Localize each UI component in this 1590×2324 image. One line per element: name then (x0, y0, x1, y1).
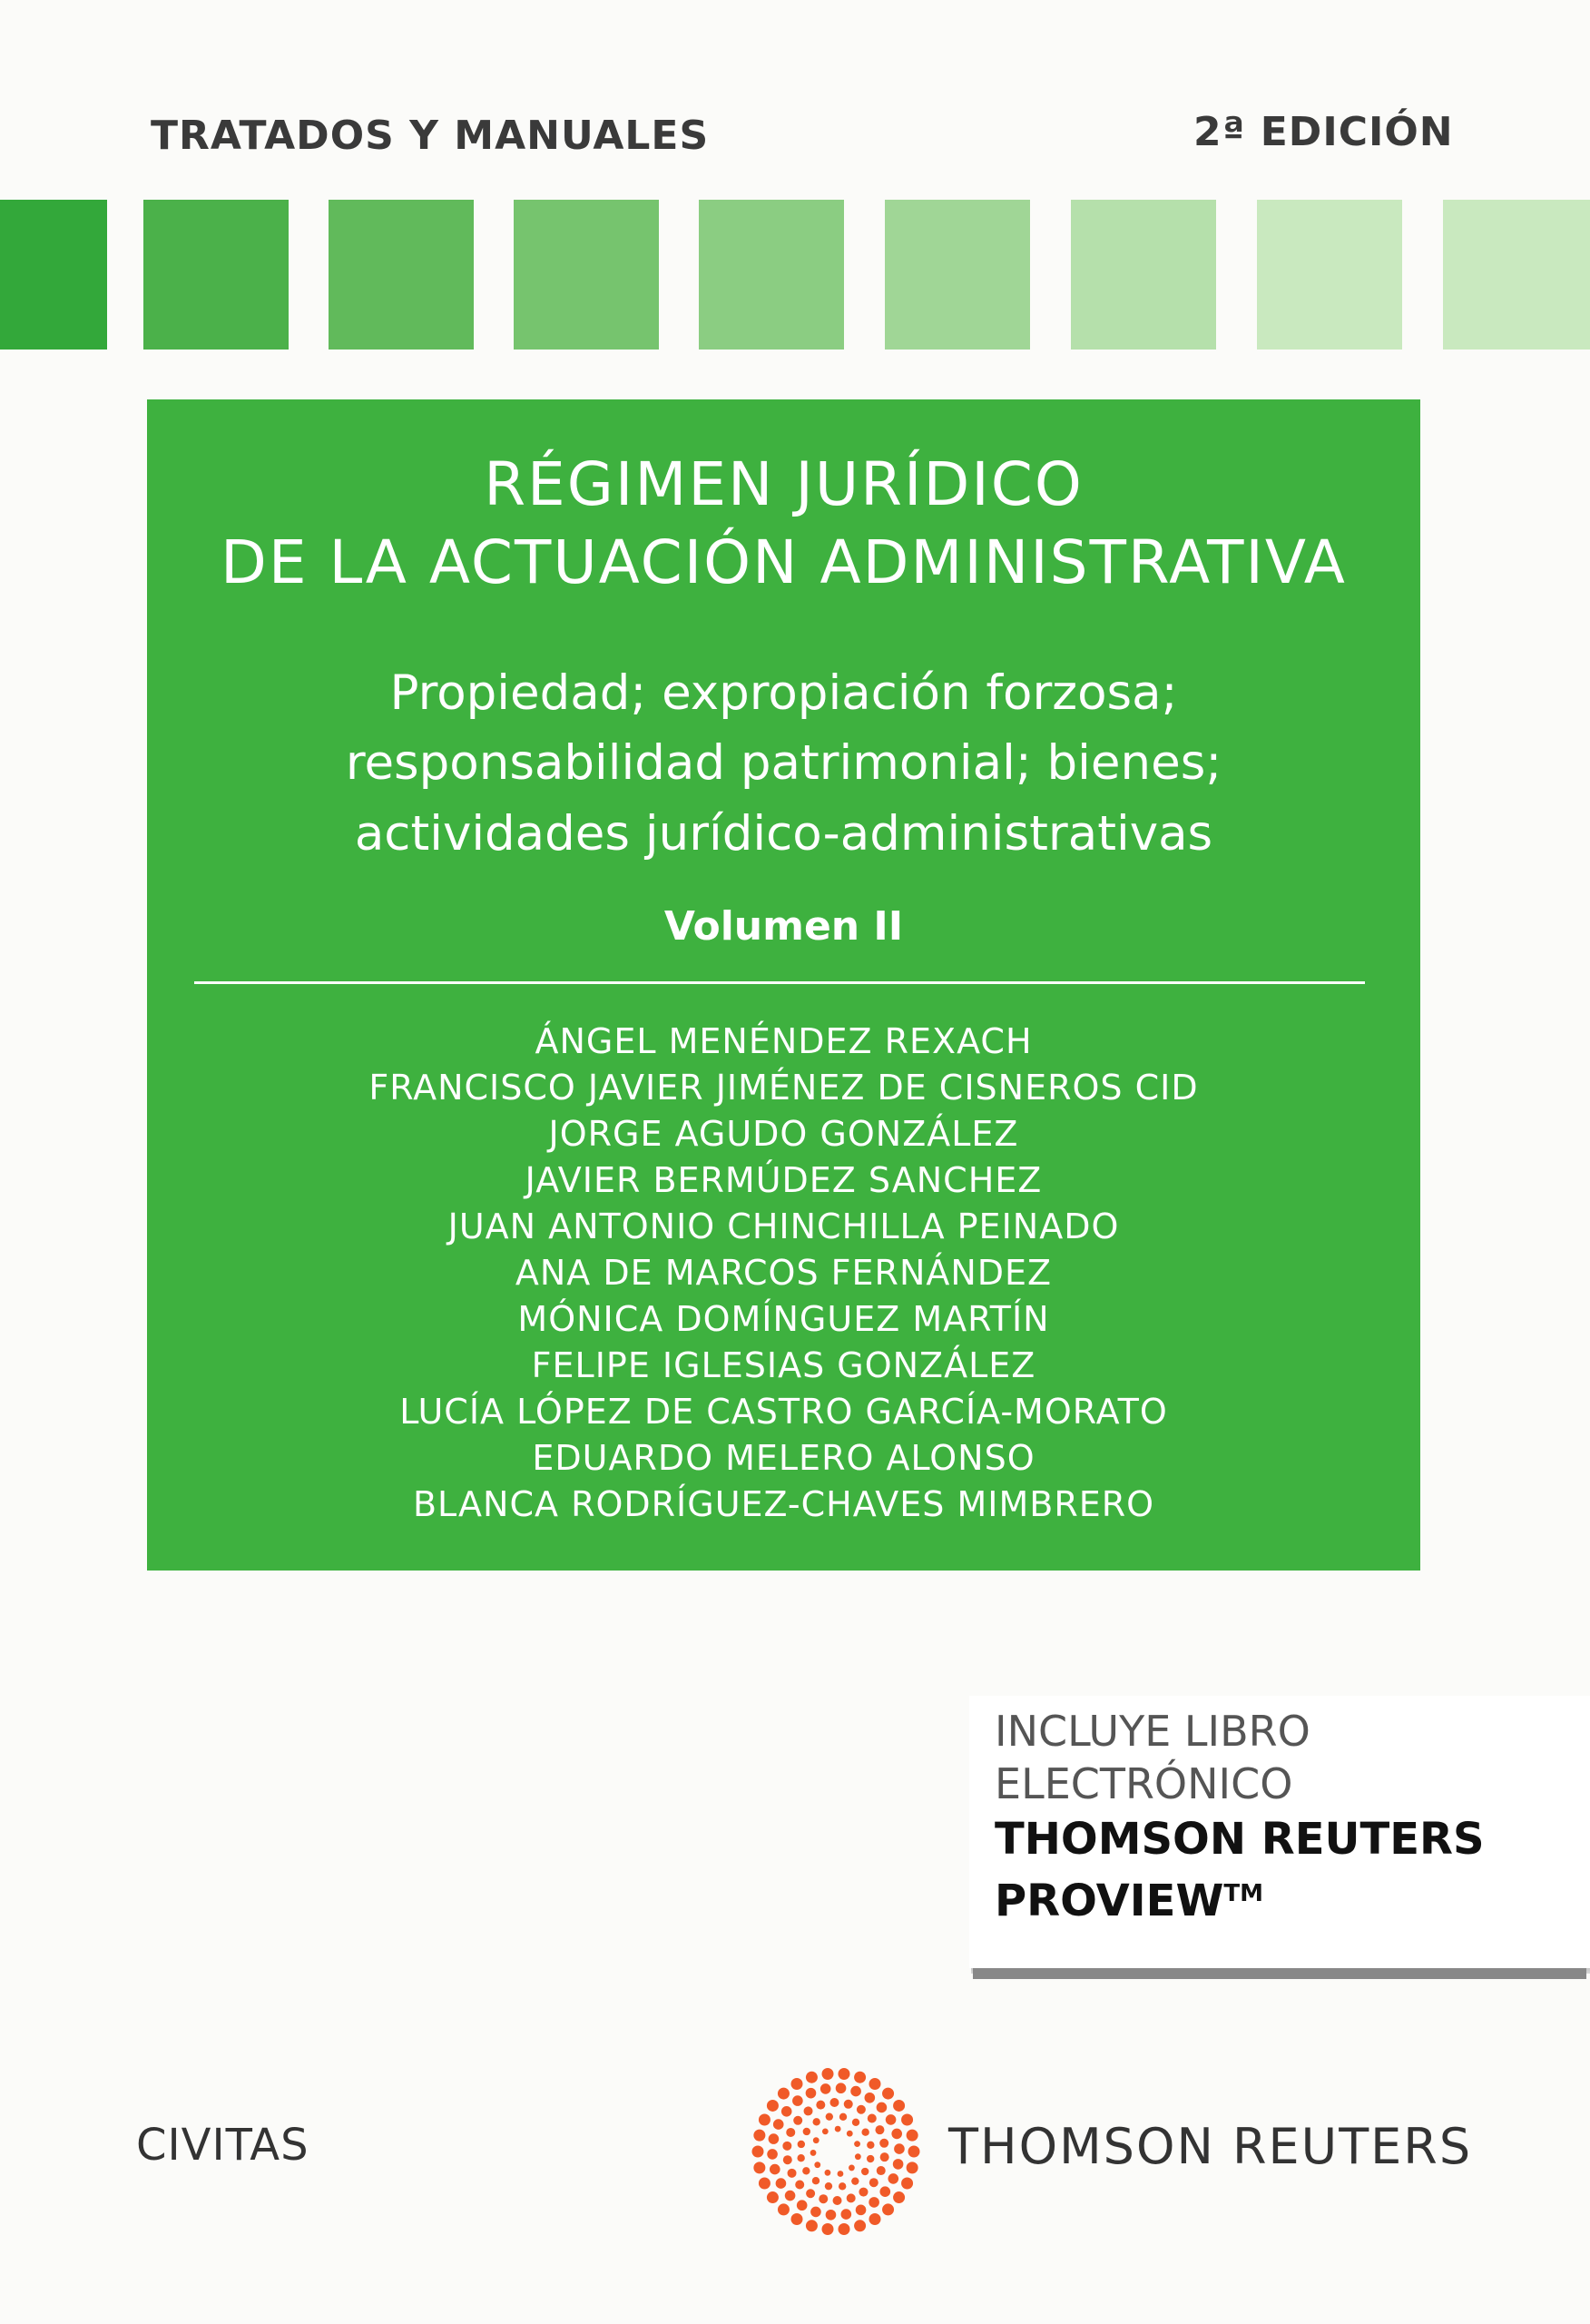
logo-dot (791, 2213, 803, 2225)
logo-dot (752, 2146, 764, 2158)
logo-dot (769, 2133, 780, 2144)
company-name: THOMSON REUTERS (948, 2118, 1473, 2175)
logo-dot (907, 2130, 918, 2142)
logo-dot (802, 2167, 810, 2174)
subtitle-line-2: responsabilidad patrimonial; bienes; (345, 735, 1222, 791)
logo-dot (869, 2197, 879, 2208)
strip-block (885, 200, 1030, 350)
logo-dot (826, 2112, 833, 2120)
logo-dot (825, 2182, 832, 2190)
logo-dot (770, 2164, 780, 2175)
strip-block (514, 200, 659, 350)
author: FRANCISCO JAVIER JIMÉNEZ DE CISNEROS CID (368, 1068, 1199, 1108)
logo-dot (844, 2100, 853, 2109)
logo-dot (767, 2100, 779, 2112)
logo-dot (861, 2168, 869, 2175)
strip-block (1071, 200, 1216, 350)
logo-dot (861, 2128, 869, 2135)
strip-block (0, 200, 107, 350)
logo-dot (865, 2093, 876, 2103)
logo-dot (856, 2205, 867, 2216)
strip-block (699, 200, 844, 350)
logo-dot (803, 2128, 810, 2135)
logo-dot (849, 2165, 855, 2171)
logo-dot (838, 2068, 849, 2080)
ebook-line-1: INCLUYE LIBRO (995, 1707, 1310, 1756)
logo-dot (893, 2100, 905, 2112)
logo-dot (869, 2178, 878, 2187)
logo-dot (893, 2159, 904, 2170)
logo-dot (851, 2177, 859, 2184)
logo-dot (793, 2116, 802, 2125)
author: ANA DE MARCOS FERNÁNDEZ (515, 1253, 1053, 1293)
author: JUAN ANTONIO CHINCHILLA PEINADO (447, 1206, 1120, 1246)
logo-dot (857, 2105, 866, 2114)
volume-label: Volumen II (663, 903, 904, 950)
subtitle-line-3: actividades jurídico-administrativas (354, 806, 1213, 862)
logo-dot (855, 2153, 861, 2160)
logo-dot (773, 2119, 784, 2130)
divider (194, 981, 1365, 984)
logo-dot (852, 2119, 859, 2126)
logo-dot (888, 2173, 898, 2184)
strip-block (143, 200, 289, 350)
ebook-badge (969, 1696, 1590, 1968)
logo-dot (825, 2170, 831, 2176)
logo-dot (901, 2177, 913, 2189)
author: MÓNICA DOMÍNGUEZ MARTÍN (517, 1299, 1050, 1339)
logo-dot (810, 2207, 821, 2218)
logo-dot (778, 2203, 790, 2215)
logo-dot (820, 2083, 831, 2094)
ebook-line-2: ELECTRÓNICO (995, 1759, 1293, 1808)
title-panel (147, 399, 1420, 1571)
logo-dot (791, 2078, 803, 2090)
author: EDUARDO MELERO ALONSO (532, 1438, 1035, 1478)
logo-dot (804, 2106, 813, 2115)
logo-dot (816, 2101, 825, 2110)
thomson-reuters-logo-icon (750, 2065, 922, 2238)
logo-dot (838, 2223, 849, 2235)
logo-dot (822, 2223, 834, 2235)
logo-dot (882, 2203, 894, 2215)
logo-dot (829, 2098, 839, 2107)
proview-label: PROVIEW (995, 1876, 1224, 1926)
logo-dot (891, 2129, 902, 2140)
logo-dot (786, 2128, 795, 2137)
logo-dot (907, 2162, 918, 2173)
series-label: TRATADOS Y MANUALES (151, 113, 710, 159)
strip-block (1443, 200, 1590, 350)
logo-dot (867, 2142, 874, 2149)
logo-dot (833, 2196, 842, 2205)
logo-dot (867, 2155, 874, 2162)
logo-dot (880, 2152, 889, 2162)
logo-dot (886, 2114, 897, 2125)
logo-dot (812, 2177, 820, 2184)
author: BLANCA RODRÍGUEZ-CHAVES MIMBRERO (412, 1484, 1155, 1524)
logo-dot (782, 2142, 791, 2151)
logo-dot (908, 2146, 920, 2158)
strip-block (1257, 200, 1402, 350)
logo-dot (785, 2191, 796, 2201)
strip-block (329, 200, 474, 350)
logo-dot (836, 2083, 847, 2093)
logo-dot (854, 2072, 866, 2083)
logo-dot (869, 2213, 881, 2225)
logo-dot (894, 2143, 905, 2154)
logo-dot (806, 2088, 817, 2099)
logo-dot (797, 2154, 804, 2162)
logo-dot (850, 2086, 861, 2097)
logo-dot (839, 2182, 846, 2190)
author: JORGE AGUDO GONZÁLEZ (548, 1114, 1019, 1154)
logo-dot (813, 2137, 820, 2143)
author: LUCÍA LÓPEZ DE CASTRO GARCÍA-MORATO (399, 1392, 1168, 1432)
logo-dot (879, 2186, 890, 2197)
ebook-brand-1: THOMSON REUTERS (995, 1814, 1485, 1865)
logo-dot (847, 2193, 856, 2202)
logo-dot (814, 2162, 820, 2168)
logo-dot (868, 2113, 877, 2122)
edition-label: 2ª EDICIÓN (1193, 109, 1454, 155)
logo-dot (797, 2200, 808, 2211)
logo-dot (795, 2181, 804, 2190)
logo-dot (767, 2149, 778, 2160)
logo-dot (822, 2128, 829, 2134)
logo-dot (767, 2191, 779, 2203)
logo-dot (854, 2141, 860, 2147)
author: ÁNGEL MENÉNDEZ REXACH (535, 1021, 1033, 1061)
logo-dot (812, 2118, 820, 2125)
logo-dot (778, 2088, 790, 2100)
trademark-mark: TM (1223, 1880, 1264, 1907)
logo-dot (798, 2141, 805, 2148)
logo-dot (879, 2139, 888, 2148)
logo-dot (806, 2072, 818, 2083)
logo-dot (882, 2088, 894, 2100)
logo-dot (838, 2171, 844, 2177)
logo-dot (859, 2188, 868, 2197)
logo-dot (759, 2114, 770, 2126)
author: JAVIER BERMÚDEZ SANCHEZ (525, 1160, 1043, 1200)
logo-dot (826, 2210, 837, 2221)
logo-dot (854, 2220, 866, 2231)
ebook-brand-2 (995, 1866, 1263, 1928)
logo-dot (847, 2131, 853, 2137)
author: FELIPE IGLESIAS GONZÁLEZ (531, 1345, 1036, 1385)
logo-dot (835, 2126, 841, 2132)
title-line-2: DE LA ACTUACIÓN ADMINISTRATIVA (221, 527, 1347, 597)
logo-dot (781, 2106, 792, 2117)
logo-dot (839, 2113, 847, 2121)
logo-dot (806, 2189, 815, 2198)
author-list (147, 1019, 1420, 1528)
logo-dot (901, 2114, 913, 2126)
logo-dot (788, 2169, 797, 2178)
logo-dot (759, 2177, 770, 2189)
logo-dot (792, 2095, 803, 2106)
publisher-name: CIVITAS (136, 2120, 309, 2171)
logo-dot (753, 2162, 765, 2173)
title-line-1: RÉGIMEN JURÍDICO (484, 449, 1084, 519)
logo-dot (806, 2220, 818, 2231)
subtitle-line-1: Propiedad; expropiación forzosa; (389, 665, 1178, 721)
logo-dot (869, 2078, 881, 2090)
logo-dot (783, 2155, 792, 2164)
logo-dot (893, 2191, 905, 2203)
logo-dot (776, 2178, 787, 2189)
logo-dot (819, 2194, 828, 2203)
logo-dot (810, 2150, 817, 2156)
logo-dot (875, 2125, 884, 2134)
logo-dot (877, 2102, 888, 2113)
logo-dot (753, 2130, 765, 2142)
logo-dot (841, 2209, 852, 2220)
logo-dot (822, 2068, 834, 2080)
logo-dot (877, 2166, 886, 2175)
